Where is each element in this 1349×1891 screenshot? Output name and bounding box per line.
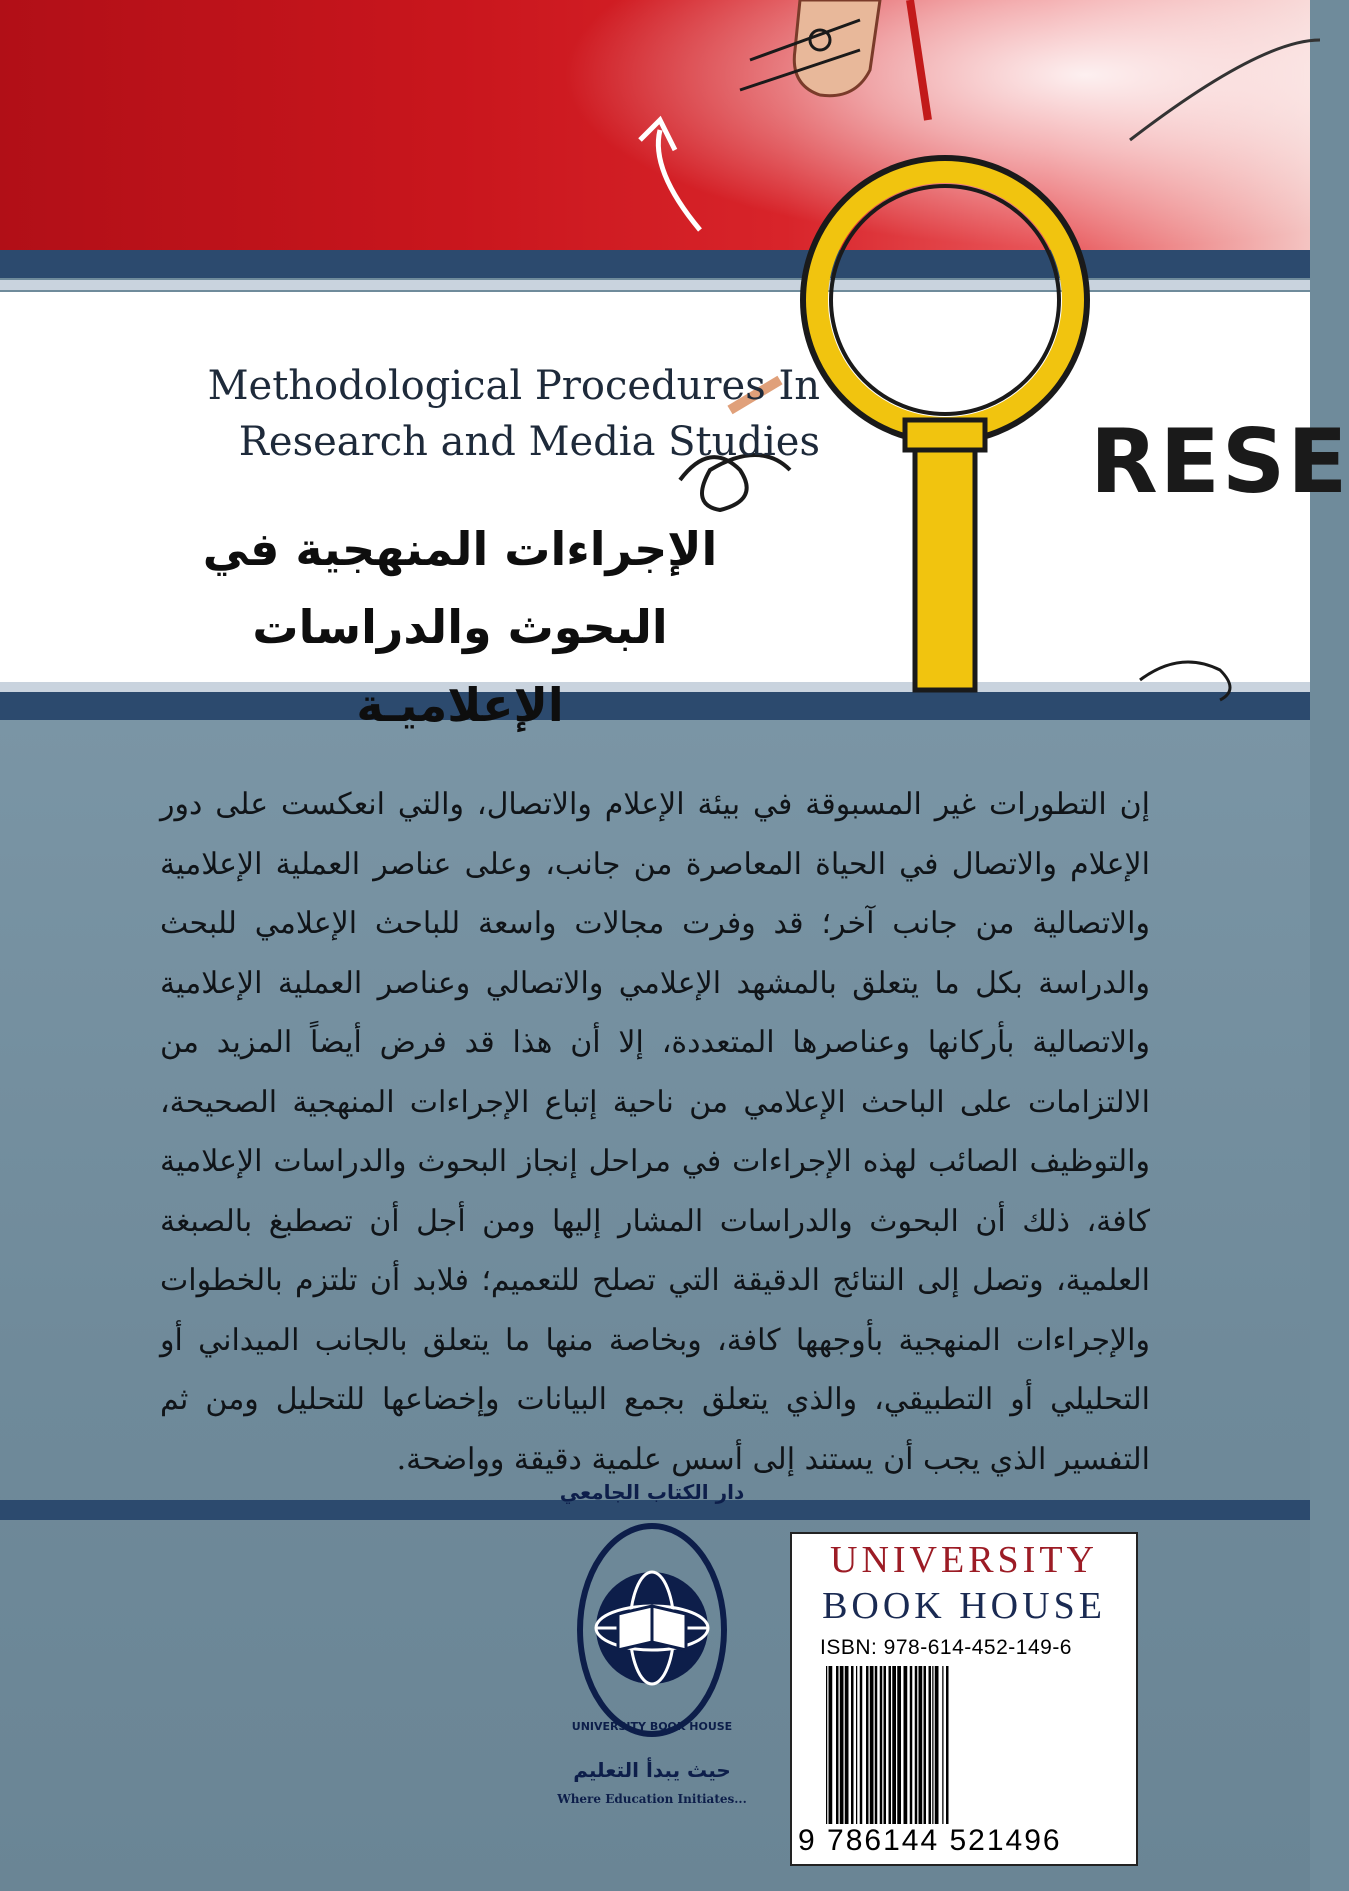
isbn-text: ISBN: 978-614-452-149-6 (820, 1636, 1072, 1659)
publisher-logo-english-tagline: Where Education Initiates... (557, 1792, 747, 1806)
publisher-name-line2: BOOK HOUSE (822, 1585, 1106, 1627)
title-arabic (180, 510, 740, 744)
publisher-logo-arabic-tagline: حيث يبدأ التعليم (573, 1758, 731, 1782)
publisher-barcode-box (790, 1532, 1138, 1866)
barcode-image (822, 1666, 1112, 1824)
research-doodle-text: RESE (1090, 410, 1349, 513)
title-english-line2: Research and Media Studies (238, 419, 820, 465)
title-english (160, 358, 820, 470)
title-arabic-line2: البحوث والدراسات الإعلاميـة (252, 600, 668, 732)
publisher-name-line1: UNIVERSITY (830, 1539, 1098, 1581)
publisher-logo-arabic-name: دار الكتاب الجامعي (559, 1480, 745, 1504)
magnifier-illustration (760, 0, 1349, 720)
barcode-digits: 9 786144 521496 (798, 1824, 1062, 1857)
globe-book-icon (572, 1510, 732, 1750)
title-arabic-line1: الإجراءات المنهجية في (202, 522, 718, 576)
pencil-shape (910, 0, 928, 120)
description-text (160, 775, 1150, 1489)
publisher-logo-ring-text: UNIVERSITY BOOK HOUSE (571, 1720, 733, 1733)
title-english-line1: Methodological Procedures In (207, 363, 820, 409)
description-paragraph: إن التطورات غير المسبوقة في بيئة الإعلام والاتصال، والتي انعكست على دور الإعلام والاتصال في الحياة المعاصرة من جانب، وعلى عناصر العملية الإعلامية والاتصالية من جانب آخر؛ قد وفرت مجالات واسعة للباحث الإعلامي للبحث والدراسة بكل ما يتعلق بالمشهد الإعلامي والاتصالي وعناصر العملية الإعلامية والاتصالية بأركانها وعناصرها المتعددة، إلا أن هذا قد فرض أيضاً المزيد من الالتزامات على الباحث الإعلامي من ناحية إتباع الإجراءات المنهجية الصحيحة، والتوظيف الصائب لهذه الإجراءات في مراحل إنجاز البحوث والدراسات الإعلامية كافة، ذلك أن البحوث والدراسات المشار إليها ومن أجل أن تصطبغ بالصبغة العلمية، وتصل إلى النتائج الدقيقة التي تصلح للتعميم؛ فلابد أن تلتزم بالخطوات والإجراءات المنهجية بأوجهها كافة، وبخاصة منها ما يتعلق بالجانب الميداني أو التحليلي أو التطبيقي، والذي يتعلق بجمع البيانات وإخضاعها للتحليل ومن ثم التفسير الذي يجب أن يستند إلى أسس علمية دقيقة وواضحة. (160, 787, 1150, 1477)
magnifier-handle (915, 430, 975, 690)
hand-shape (794, 0, 880, 96)
magnifier-ring (817, 172, 1073, 428)
publisher-logo (552, 1480, 752, 1850)
